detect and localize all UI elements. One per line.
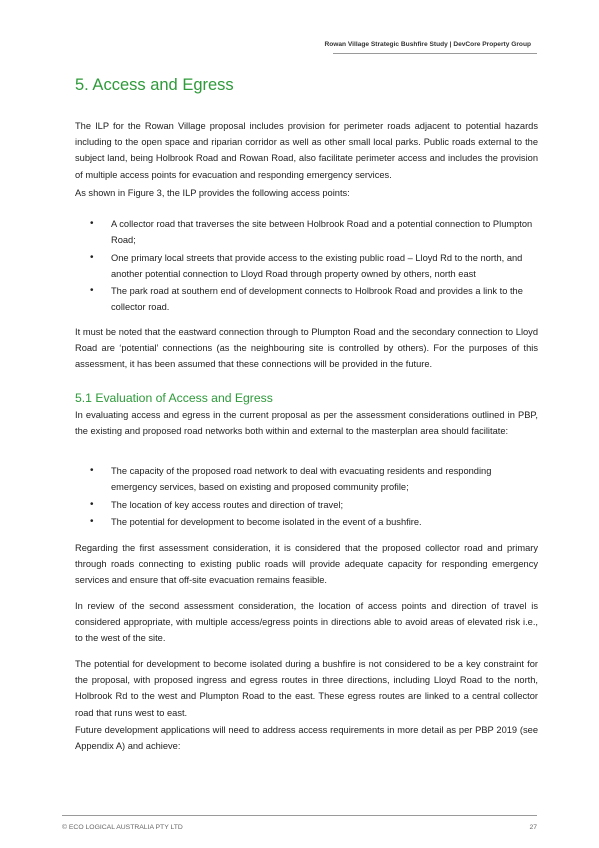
list-item-text: A collector road that traverses the site between Holbrook Road and a potential connection to Plumpton Road; bbox=[111, 219, 533, 246]
bullet-icon: • bbox=[90, 498, 94, 510]
footer-copyright: © ECO LOGICAL AUSTRALIA PTY LTD bbox=[62, 824, 183, 831]
considerations-list bbox=[75, 463, 538, 531]
list-item-text: The capacity of the proposed road network to deal with evacuating residents and responding emergency services, based on existing and proposed community profile; bbox=[111, 466, 492, 493]
list-item-text: The potential for development to become isolated in the event of a bushfire. bbox=[111, 516, 422, 527]
bullet-icon: • bbox=[90, 515, 94, 527]
subsection-paragraph-3: In review of the second assessment consideration, the location of access points and direction of travel is considered appropriate, with multiple access/egress points in directions able to avoid areas of elevated risk i.e., to the west of the site. bbox=[75, 601, 538, 644]
list-item bbox=[75, 514, 538, 530]
bullet-icon: • bbox=[90, 465, 94, 476]
bullet-icon: • bbox=[90, 285, 94, 297]
access-points-list bbox=[75, 216, 538, 317]
subsection-paragraph-4: The potential for development to become isolated during a bushfire is not considered to be a key constraint for the proposal, with proposed ingress and egress routes in three directions, including Lloyd Road to the north, Holbrook Rd to the west and Plumpton Road to the east. These egress routes are linked to a central collector road that runs west to east. bbox=[75, 659, 538, 718]
section-paragraph-2: As shown in Figure 3, the ILP provides the following access points: bbox=[75, 188, 350, 198]
footer-rule bbox=[62, 815, 537, 816]
subsection-paragraph-5: Future development applications will need to address access requirements in more detail as per PBP 2019 (see Appendix A) and achieve: bbox=[75, 725, 538, 752]
section-paragraph-3: It must be noted that the eastward connection through to Plumpton Road and the secondary connection to Lloyd Road are ‘potential’ connections (as the neighbouring site is controlled by others). For the purposes of this assessment, it has been assumed that these connections will be provided in the future. bbox=[75, 327, 538, 370]
bullet-icon: • bbox=[90, 251, 94, 263]
list-item-text: The park road at southern end of development connects to Holbrook Road and provides a link to the collector road. bbox=[111, 286, 523, 313]
subsection-paragraph-1: In evaluating access and egress in the current proposal as per the assessment considerations outlined in PBP, the existing and proposed road networks both within and external to the masterplan area should facilitate: bbox=[75, 410, 538, 437]
running-header: Rowan Village Strategic Bushfire Study | DevCore Property Group bbox=[324, 41, 531, 48]
list-item bbox=[75, 216, 538, 248]
page-number: 27 bbox=[529, 824, 537, 831]
list-item-text: One primary local streets that provide access to the existing public road – Lloyd Rd to the north, and another potential connection to Lloyd Road through property owned by others, north east bbox=[111, 252, 523, 279]
subsection-paragraph-2: Regarding the first assessment consideration, it is considered that the proposed collector road and primary through roads connecting to existing public roads will provide adequate capacity for responding emergency services and ensure that off-site evacuation remains feasible. bbox=[75, 543, 538, 586]
bullet-icon: • bbox=[90, 218, 94, 229]
list-item bbox=[75, 283, 538, 315]
section-heading: 5. Access and Egress bbox=[75, 76, 234, 94]
section-paragraph-1: The ILP for the Rowan Village proposal includes provision for perimeter roads adjacent to potential hazards including to the open space and riparian corridor as well as other small local parks. Public roads external to the subject land, being Holbrook Road and Rowan Road, also facilitate perimeter access and includes the provision of multiple access points for evacuation and responding emergency services. bbox=[75, 121, 538, 180]
list-item bbox=[75, 497, 538, 513]
subsection-heading: 5.1 Evaluation of Access and Egress bbox=[75, 391, 273, 405]
header-rule bbox=[333, 53, 537, 54]
list-item-text: The location of key access routes and direction of travel; bbox=[111, 499, 344, 510]
list-item bbox=[75, 250, 538, 282]
list-item bbox=[75, 463, 538, 495]
